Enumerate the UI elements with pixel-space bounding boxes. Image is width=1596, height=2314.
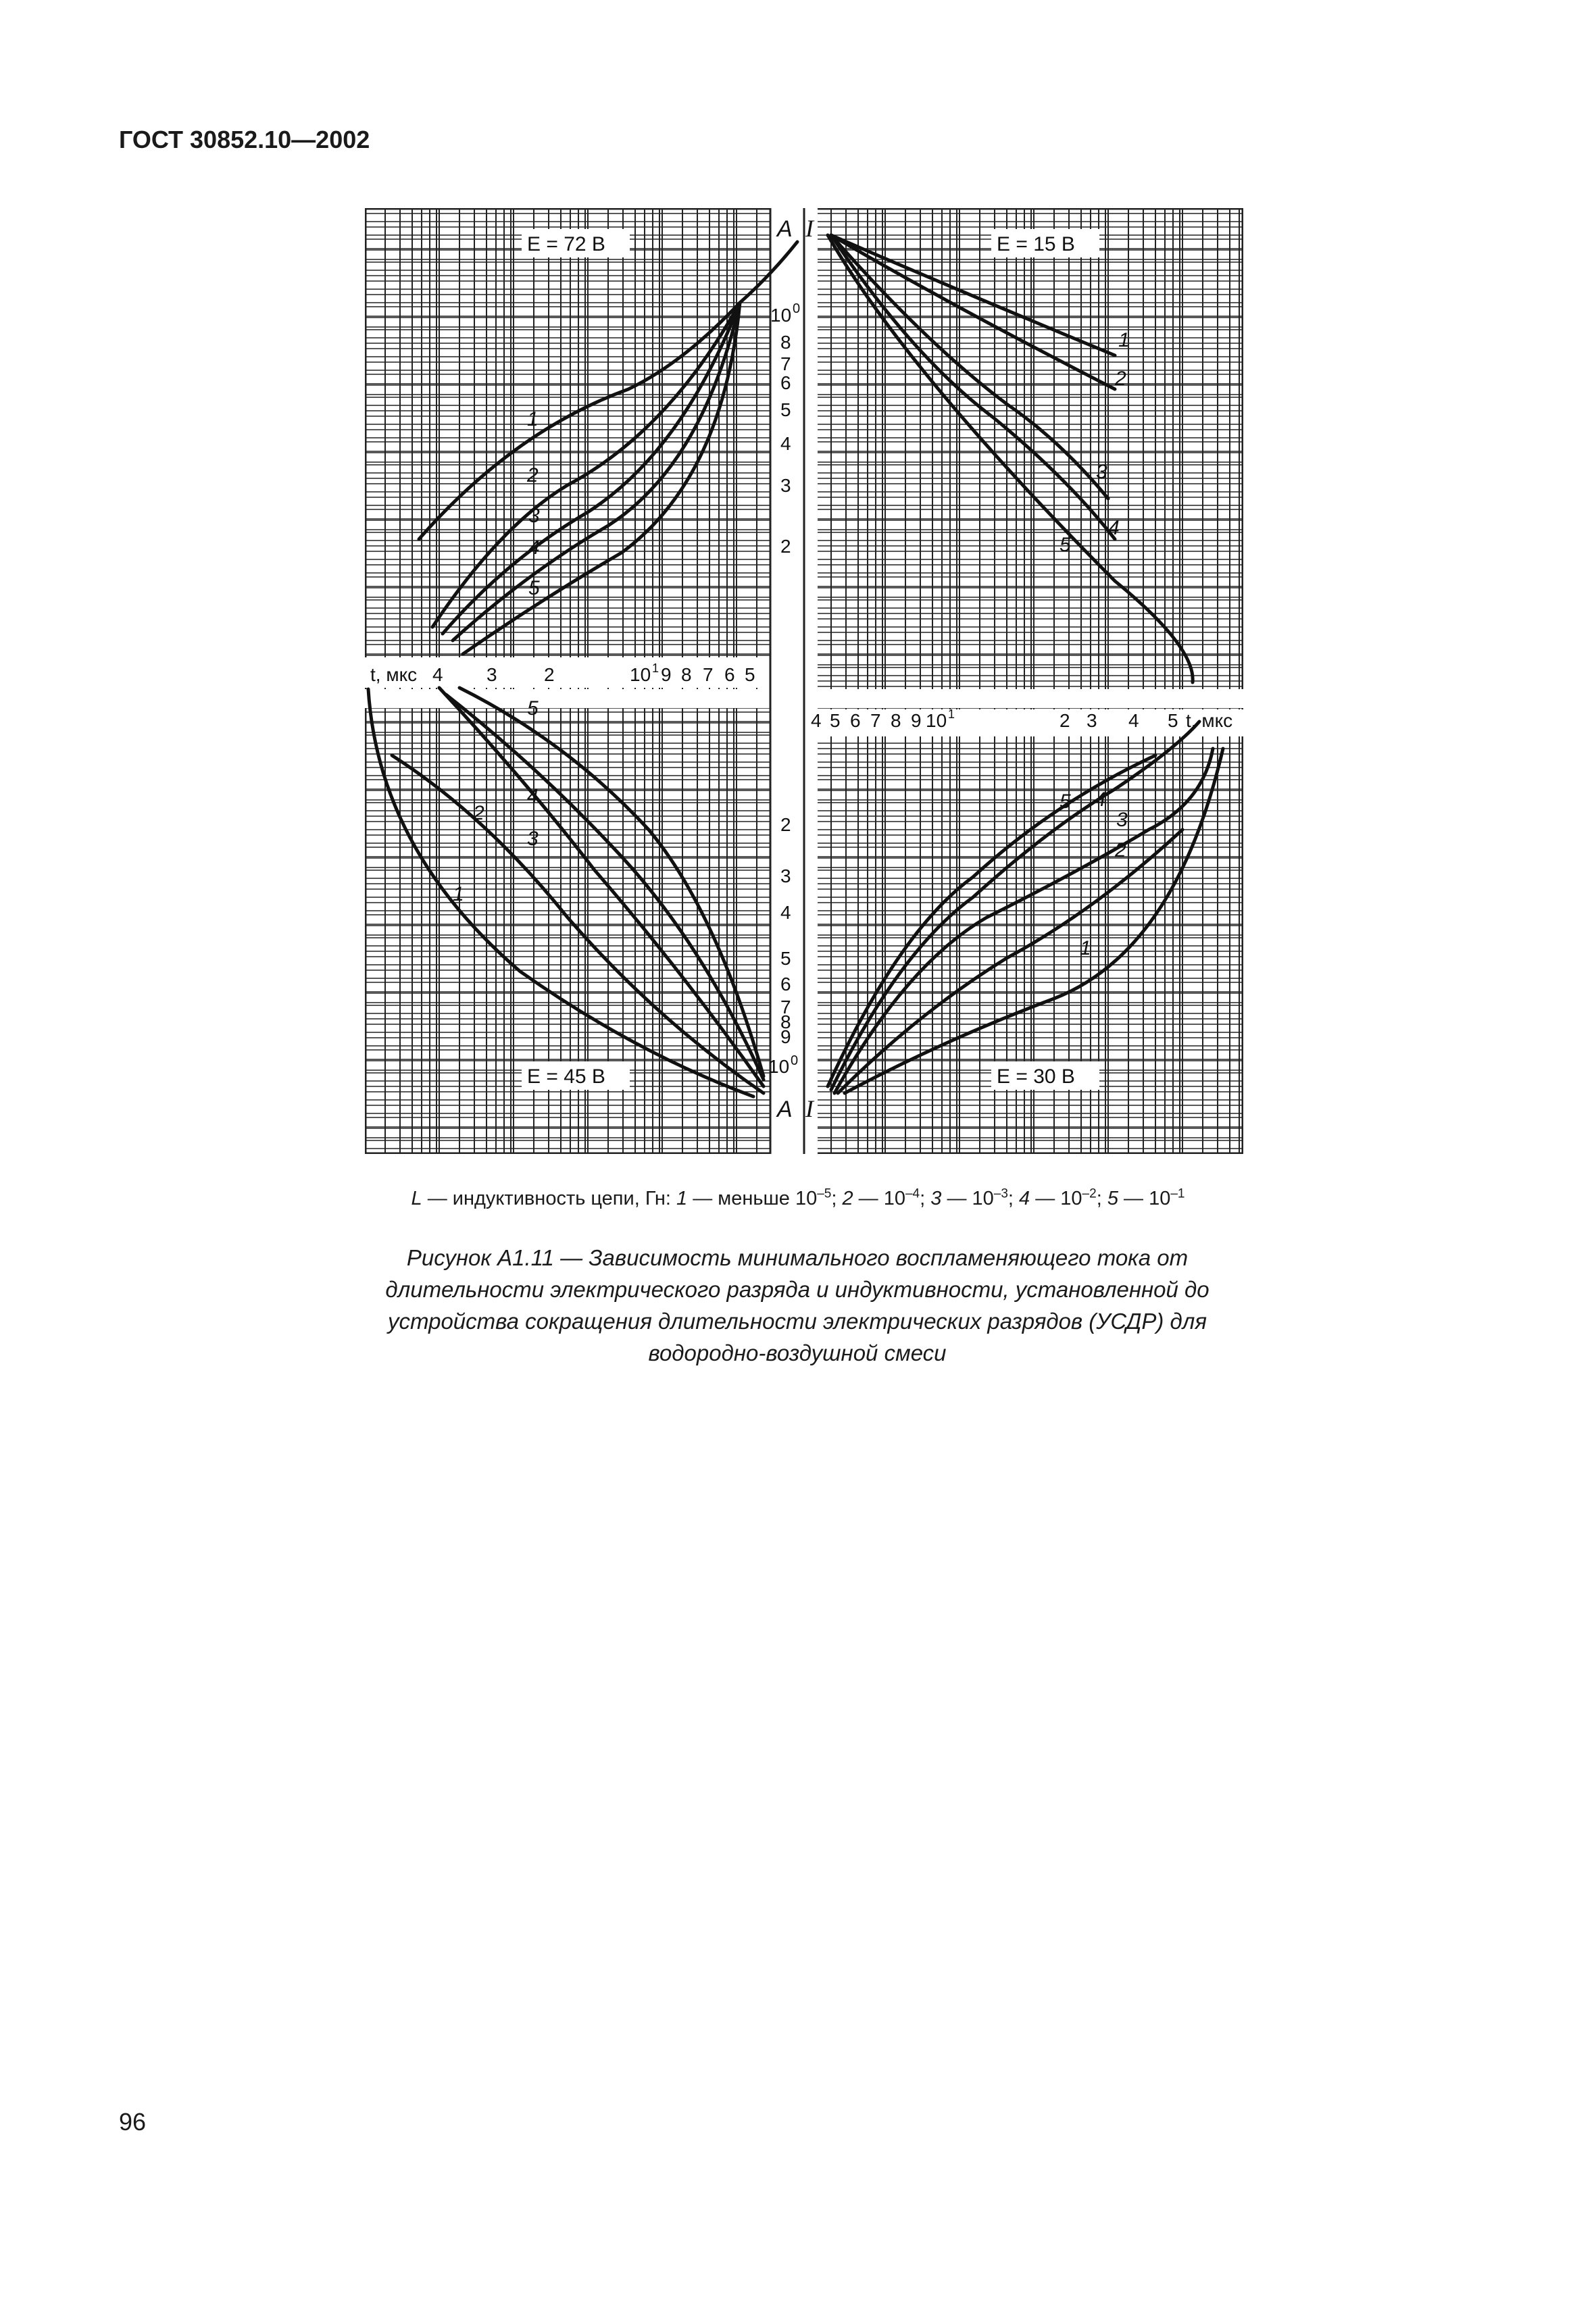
ignition-current-figure <box>365 208 1243 1154</box>
legend-separator: ; <box>831 1188 843 1209</box>
curve-label: 1 <box>1118 329 1130 351</box>
t-tick-right: 8 <box>891 710 901 731</box>
legend-inductance-symbol: L <box>411 1188 422 1209</box>
curve-label: 1 <box>527 408 539 430</box>
br-curve-2 <box>838 830 1182 1093</box>
t-tick-right: 6 <box>850 710 861 731</box>
legend-item-number: 4 <box>1019 1188 1030 1209</box>
t-tick-right: 3 <box>1087 710 1097 731</box>
bl-curve-3 <box>439 688 764 1086</box>
t-tick-left: 2 <box>544 664 555 685</box>
curve-label: 2 <box>527 464 539 486</box>
legend-item-exponent: –2 <box>1082 1186 1097 1201</box>
legend-item-text: — меньше 10 <box>687 1188 818 1209</box>
tick-label-top-current: 6 <box>780 372 791 393</box>
t-tick-left-exponent: 1 <box>652 661 659 675</box>
curve-label: 4 <box>1108 517 1120 539</box>
curve-label: 5 <box>527 697 539 720</box>
t-tick-left: 3 <box>487 664 497 685</box>
legend-item-exponent: –4 <box>905 1186 920 1201</box>
curve-label: 3 <box>528 505 540 527</box>
caption-line: Рисунок А1.11 — Зависимость минимального воспламеняющего тока от <box>406 1245 1189 1270</box>
tr-curve-2 <box>831 235 1115 389</box>
t-tick-right-exponent: 1 <box>948 707 955 721</box>
curve-label: 1 <box>453 883 464 905</box>
tick-label-bottom-current: 8 <box>780 1011 791 1032</box>
curve-label: 4 <box>528 536 540 559</box>
panel-label-bottom_right: E = 30 В <box>997 1065 1075 1088</box>
curve-label: 5 <box>528 577 540 599</box>
tick-label-top-current: 8 <box>780 332 791 353</box>
t-tick-right: 4 <box>1128 710 1139 731</box>
t-tick-right: 2 <box>1059 710 1070 731</box>
tick-label-bottom-current: 2 <box>780 814 791 835</box>
legend-item-text: — 10 <box>853 1188 905 1209</box>
page-number: 96 <box>119 2108 147 2136</box>
t-tick-right: 4 <box>811 710 822 731</box>
curve-label: 5 <box>1059 534 1071 556</box>
legend-item-exponent: –1 <box>1170 1186 1185 1201</box>
t-tick-left: 9 <box>661 664 672 685</box>
axis-gap <box>797 208 818 1154</box>
caption-line: водородно-воздушной смеси <box>648 1340 947 1365</box>
legend-separator: ; <box>1096 1188 1107 1209</box>
curve-label: 3 <box>1096 461 1107 483</box>
curve-label: 2 <box>1115 368 1126 390</box>
legend-item-number: 1 <box>676 1188 688 1209</box>
t-tick-right: 7 <box>870 710 881 731</box>
t-tick-right-10: 10 <box>926 710 947 731</box>
legend-item-number: 3 <box>930 1188 942 1209</box>
panel-label-bottom_left: E = 45 В <box>527 1065 605 1088</box>
tick-label-top-current: 7 <box>780 353 791 374</box>
curve-label: 3 <box>1116 809 1128 831</box>
t-tick-right: 5 <box>830 710 841 731</box>
axis-label-I-bottom: I <box>805 1095 814 1122</box>
caption-line: длительности электрического разряда и индуктивности, установленной до <box>385 1277 1210 1302</box>
tick-label-bottom-current: 7 <box>780 997 791 1017</box>
legend-item-text: — 10 <box>941 1188 994 1209</box>
tick-exponent-top: 0 <box>793 301 801 316</box>
t-tick-right: 5 <box>1168 710 1178 731</box>
tr-curve-3 <box>831 235 1108 499</box>
legend-item-text: — 10 <box>1118 1188 1171 1209</box>
t-tick-right: 9 <box>911 710 922 731</box>
panel-label-top_left: E = 72 В <box>527 233 605 255</box>
figure-legend <box>0 1188 1596 1210</box>
br-curve-5 <box>828 755 1155 1086</box>
tick-label-bottom-current: 5 <box>780 948 791 969</box>
legend-item-number: 2 <box>842 1188 853 1209</box>
curve-label: 5 <box>1059 790 1071 813</box>
tick-label-bottom-current: 3 <box>780 865 791 886</box>
t-tick-left: 8 <box>681 664 692 685</box>
figure-caption <box>291 1242 1304 1369</box>
legend-items <box>676 1188 1184 1209</box>
tick-label-bottom-current: 4 <box>780 902 791 923</box>
caption-line: устройства сокращения длительности электрических разрядов (УСДР) для <box>387 1309 1207 1334</box>
tick-label-bottom-current: 6 <box>780 974 791 995</box>
curve-label: 4 <box>527 785 539 807</box>
curve-label: 4 <box>1095 788 1106 811</box>
t-axis-label-left: t, мкс <box>370 664 418 685</box>
axis-label-A-bottom: A <box>777 1097 793 1122</box>
curve-label: 2 <box>1115 839 1126 861</box>
tick-label-bottom-current: 9 <box>780 1026 791 1047</box>
tick-exponent-bottom: 0 <box>791 1053 799 1068</box>
curve-label: 1 <box>1080 937 1091 959</box>
legend-item-text: — 10 <box>1030 1188 1082 1209</box>
t-tick-left-10: 10 <box>630 664 651 685</box>
t-tick-left: 4 <box>432 664 443 685</box>
tick-label-top-current: 3 <box>780 475 791 496</box>
t-tick-left: 7 <box>703 664 714 685</box>
document-header: ГОСТ 30852.10—2002 <box>119 126 370 153</box>
axis-label-I-top: I <box>805 215 814 242</box>
t-tick-left: 5 <box>745 664 755 685</box>
t-tick-left: 6 <box>724 664 735 685</box>
t-axis-label-right: t, мкс <box>1186 710 1233 731</box>
tick-label-top-current: 5 <box>780 399 791 420</box>
panel-label-top_right: E = 15 В <box>997 233 1075 255</box>
legend-intro: — индуктивность цепи, Гн: <box>422 1188 677 1209</box>
tick-label-top-current: 4 <box>780 433 791 454</box>
curve-label: 3 <box>527 828 539 850</box>
tick-label-top-current: 2 <box>780 536 791 557</box>
legend-item-exponent: –3 <box>993 1186 1008 1201</box>
curve-label: 2 <box>473 802 484 824</box>
tick-label-10-power-top: 10 <box>770 305 792 326</box>
tick-label-10-power-bottom: 10 <box>768 1056 790 1077</box>
axis-label-A-top: A <box>777 216 793 242</box>
legend-item-exponent: –5 <box>817 1186 832 1201</box>
legend-separator: ; <box>920 1188 931 1209</box>
legend-item-number: 5 <box>1107 1188 1118 1209</box>
bl-curve-5 <box>459 688 764 1076</box>
legend-separator: ; <box>1007 1188 1020 1209</box>
br-curve-4 <box>831 722 1199 1090</box>
